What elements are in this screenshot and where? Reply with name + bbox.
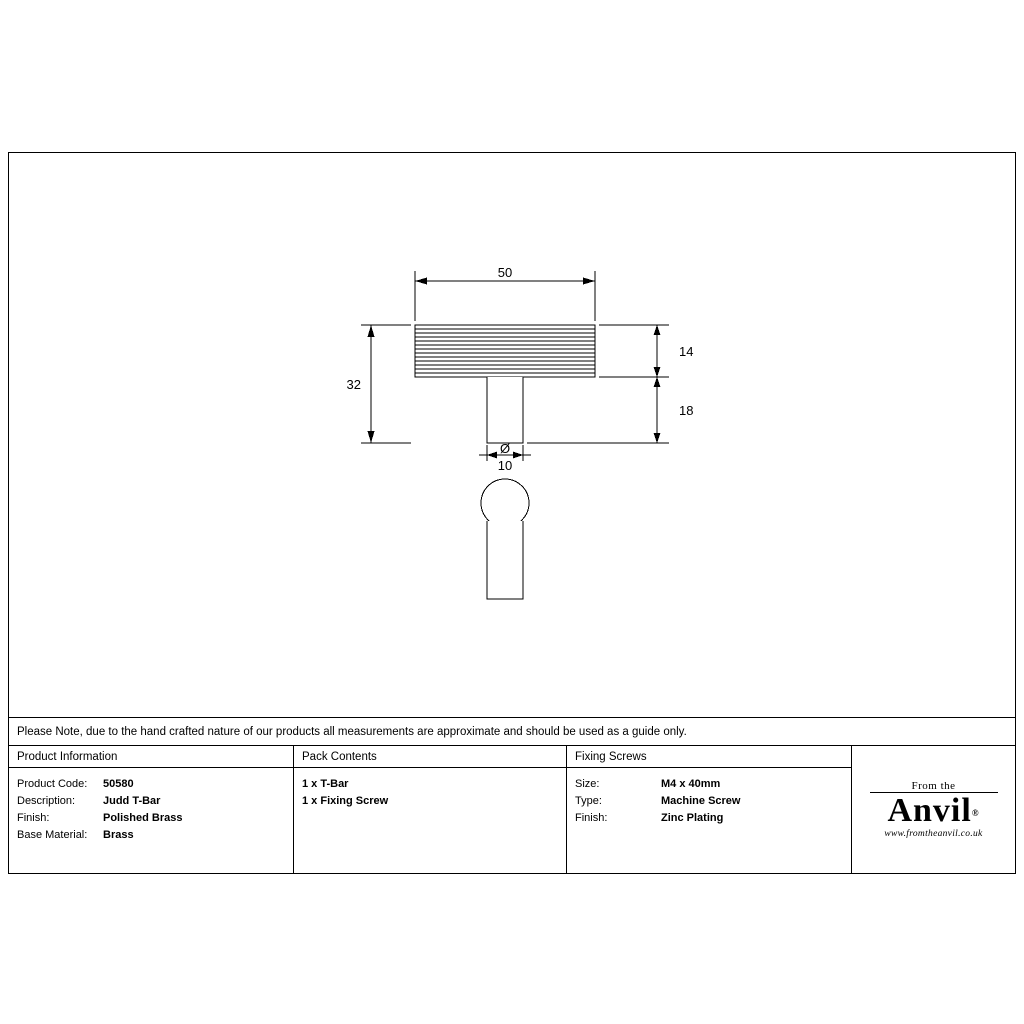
table-row	[575, 776, 843, 793]
technical-drawing-sheet	[8, 152, 1016, 874]
screw-finish-label: Finish:	[575, 812, 608, 824]
logo-wordmark: Anvil	[887, 792, 972, 829]
product-information-body	[9, 768, 293, 844]
product-code-value: 50580	[103, 778, 134, 790]
product-drawing	[9, 153, 1015, 717]
screw-type-value: Machine Screw	[661, 795, 741, 807]
list-item: 1 x Fixing Screw	[302, 795, 389, 807]
table-row	[17, 793, 285, 810]
dim-label-stem-height: 18	[679, 403, 694, 418]
product-information-header: Product Information	[9, 746, 293, 768]
list-item: 1 x T-Bar	[302, 778, 349, 790]
registered-mark-icon: ®	[971, 808, 980, 818]
info-table	[9, 745, 1015, 873]
product-code-label: Product Code:	[17, 778, 88, 790]
dim-label-head-height: 14	[679, 344, 694, 359]
fixing-screws-body	[567, 768, 851, 827]
table-row	[575, 793, 843, 810]
fixing-screws-header: Fixing Screws	[567, 746, 851, 768]
dim-label-diameter-symbol: Ø	[499, 441, 511, 456]
logo-url: www.fromtheanvil.co.uk	[884, 829, 983, 839]
tbar-stem	[487, 377, 523, 443]
tbar-plan-circle	[481, 479, 529, 527]
screw-finish-value: Zinc Plating	[661, 812, 724, 824]
drawing-svg	[9, 153, 1015, 717]
pack-contents-body	[294, 768, 566, 810]
product-information-column	[9, 746, 294, 873]
base-material-value: Brass	[103, 829, 134, 841]
table-row	[17, 827, 285, 844]
fixing-screws-column	[567, 746, 852, 873]
screw-type-label: Type:	[575, 795, 602, 807]
base-material-label: Base Material:	[17, 829, 88, 841]
brand-logo-column	[852, 746, 1015, 873]
table-row	[17, 810, 285, 827]
dim-label-diameter-value: 10	[497, 458, 513, 473]
pack-contents-column	[294, 746, 567, 873]
finish-value: Polished Brass	[103, 812, 183, 824]
dim-label-width: 50	[497, 265, 513, 280]
description-value: Judd T-Bar	[103, 795, 161, 807]
finish-label: Finish:	[17, 812, 50, 824]
logo-top-text: From the	[911, 780, 956, 792]
table-row	[17, 776, 285, 793]
measurement-note: Please Note, due to the hand crafted nature of our products all measurements are approximate and should be used as a guide only.	[9, 717, 1015, 745]
anvil-logo	[852, 746, 1015, 873]
table-row	[575, 810, 843, 827]
screw-size-value: M4 x 40mm	[661, 778, 721, 790]
logo-main-text	[887, 794, 979, 828]
pack-contents-header: Pack Contents	[294, 746, 566, 768]
dim-label-height: 32	[346, 377, 361, 392]
tbar-plan-shaft	[487, 521, 523, 599]
description-label: Description:	[17, 795, 76, 807]
screw-size-label: Size:	[575, 778, 600, 790]
